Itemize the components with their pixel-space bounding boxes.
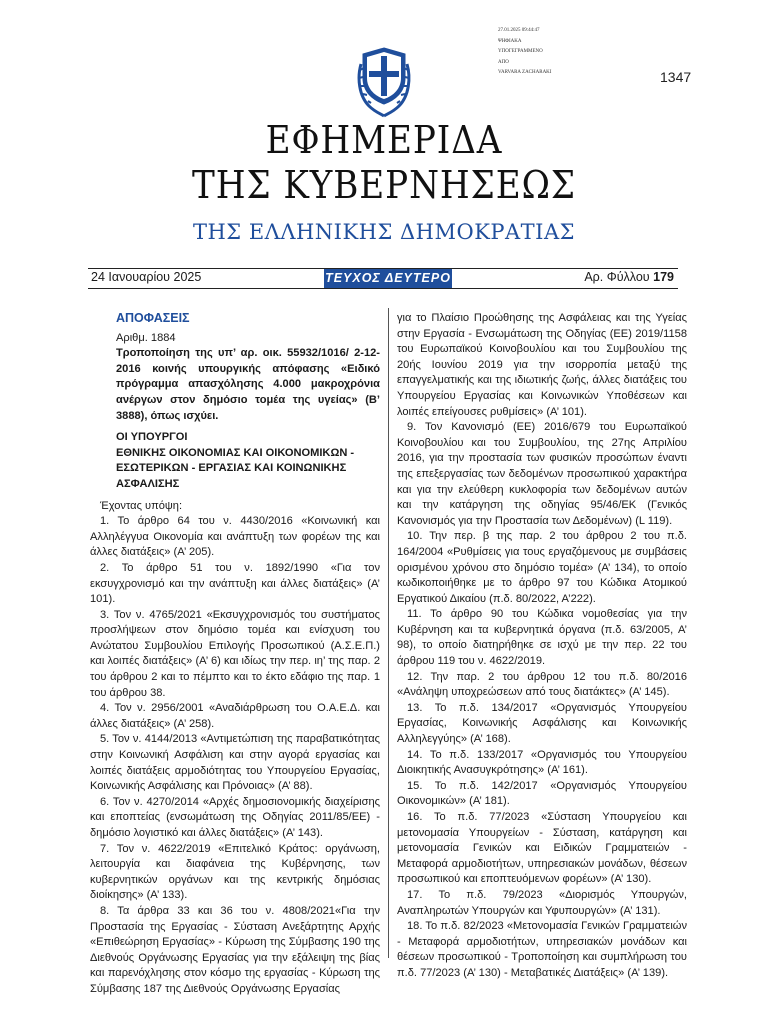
section-title: ΑΠΟΦΑΣΕΙΣ bbox=[116, 311, 190, 325]
right-column bbox=[397, 311, 687, 982]
left-column bbox=[90, 311, 380, 998]
considerations-intro: Έχοντας υπόψη: bbox=[100, 499, 183, 512]
consideration-item: 7. Τον ν. 4622/2019 «Επιτελικό Κράτος: οργάνωση, λειτουργία και διαφάνεια της Κυβέρνησης, των κυβερνητικών οργάνων και της κεντρικής δημόσιας διοίκησης» (Α’ 133). bbox=[90, 842, 380, 902]
signature-line: ΥΠΟΓΕΓΡΑΜΜΕΝΟ bbox=[498, 49, 543, 54]
consideration-item: 16. Το π.δ. 77/2023 «Σύσταση Υπουργείου και μετονομασία Υπουργείων - Σύσταση, κατάργηση και μετονομασία Γενικών και Ειδικών Γραμματειών - Μεταφορά αρμοδιοτήτων, υπηρεσιακών μονάδων, θέσεων προσωπικού και εποπτευόμενων φορέων» (Α’ 130). bbox=[397, 811, 687, 886]
consideration-item: 2. Το άρθρο 51 του ν. 1892/1990 «Για τον εκσυγχρονισμό και την ανάπτυξη και άλλες διατάξεις» (Α’ 101). bbox=[90, 561, 380, 606]
consideration-item-continued: για το Πλαίσιο Προώθησης της Ασφάλειας και της Υγείας στην Εργασία - Ενσωμάτωση της Οδηγίας (ΕΕ) 2019/1158 του Ευρωπαϊκού Κοινοβουλίου και του Συμβουλίου της 20ής Ιουνίου 2019 για την ισορροπία μεταξύ της επαγγελματικής και της ιδιωτικής ζωής, άλλες διατάξεις του Υπουργείου Εργασίας και Κοινωνικών Υποθέσεων και λοιπές επείγουσες ρυθμίσεις» (Α’ 101). bbox=[397, 312, 687, 418]
consideration-item: 1. Το άρθρο 64 του ν. 4430/2016 «Κοινωνική και Αλληλέγγυα Οικονομία και ανάπτυξη των φορέων της και άλλες διατάξεις» (Α’ 205). bbox=[90, 515, 380, 559]
issue-info-bar bbox=[88, 268, 678, 289]
decision-subject: Τροποποίηση της υπ’ αρ. οικ. 55932/1016/ 2-12-2016 κοινής υπουργικής απόφασης «Ειδικό πρόγραμμα απασχόλησης 4.000 μακροχρόνια ανέργων στον δημόσιο τομέα της υγείας» (Β’ 3888), όπως ισχύει. bbox=[116, 347, 380, 422]
consideration-item: 15. Το π.δ. 142/2017 «Οργανισμός Υπουργείου Οικονομικών» (Α’ 181). bbox=[397, 779, 687, 808]
issue-sheet-number bbox=[584, 270, 674, 284]
consideration-item: 12. Την παρ. 2 του άρθρου 12 του π.δ. 80/2016 «Ανάληψη υποχρεώσεων από τους διατάκτες» (Α’ 145). bbox=[397, 670, 687, 699]
consideration-item: 4. Τον ν. 2956/2001 «Αναδιάρθρωση του Ο.Α.Ε.Δ. και άλλες διατάξεις» (Α’ 258). bbox=[90, 702, 380, 730]
masthead-title-line2: ΤΗΣ ΚΥΒΕΡΝΗΣΕΩΣ bbox=[192, 163, 576, 207]
signature-timestamp: 27.01.2025 09:44:47 bbox=[498, 28, 540, 33]
signature-signer: VARVARA ZACHARAKI bbox=[498, 70, 552, 75]
column-divider bbox=[388, 308, 389, 958]
masthead-title: ΕΦΗΜΕΡΙΔΑ bbox=[265, 118, 503, 162]
masthead-subtitle: ΤΗΣ ΕΛΛΗΝΙΚΗΣ ΔΗΜΟΚΡΑΤΙΑΣ bbox=[192, 220, 575, 244]
consideration-item: 5. Τον ν. 4144/2013 «Αντιμετώπιση της παραβατικότητας στην Κοινωνική Ασφάλιση και στην αγορά εργασίας και λοιπές διατάξεις αρμοδιότητας του Υπουργείου Εργασίας, Κοινωνικής Ασφάλισης και Πρόνοιας» (Α’ 88). bbox=[90, 733, 380, 793]
consideration-item: 6. Τον ν. 4270/2014 «Αρχές δημοσιονομικής διαχείρισης και εποπτείας (ενσωμάτωση της Οδηγίας 2011/85/ΕΕ) - δημόσιο λογιστικό και άλλες διατάξεις» (Α’ 143). bbox=[90, 795, 380, 839]
consideration-item: 9. Τον Κανονισμό (ΕΕ) 2016/679 του Ευρωπαϊκού Κοινοβουλίου και του Συμβουλίου, της 27ης Απριλίου 2016, για την προστασία των φυσικών προσώπων έναντι της επεξεργασίας των δεδομένων προσωπικού χαρακτήρα και για την ελεύθερη κυκλοφορία των δεδομένων αυτών και την κατάργηση της οδηγίας 95/46/ΕΚ (Γενικός Κανονισμός για την Προστασία των Δεδομένων) (L 119). bbox=[397, 421, 687, 527]
page-number: 1347 bbox=[660, 69, 692, 85]
ministers-list: ΕΘΝΙΚΗΣ ΟΙΚΟΝΟΜΙΑΣ ΚΑΙ ΟΙΚΟΝΟΜΙΚΩΝ - ΕΣΩΤΕΡΙΚΩΝ - ΕΡΓΑΣΙΑΣ ΚΑΙ ΚΟΙΝΩΝΙΚΗΣ ΑΣΦΑΛΙΣΗΣ bbox=[116, 446, 355, 490]
signature-line: ΑΠΟ bbox=[498, 59, 509, 65]
digital-signature-block bbox=[498, 26, 608, 79]
issue-date: 24 Ιανουαρίου 2025 bbox=[91, 270, 202, 284]
consideration-item: 10. Την περ. β της παρ. 2 του άρθρου 2 του π.δ. 164/2004 «Ρυθμίσεις για τους εργαζόμενους με συμβάσεις ορισμένου χρόνου στο δημόσιο τομέα» (Α’ 134), το οποίο κωδικοποιήθηκε με το άρθρο 97 του Κώδικα Ατομικού Εργατικού Δικαίου (π.δ. 80/2022, Α’222). bbox=[397, 530, 687, 605]
consideration-item: 14. Το π.δ. 133/2017 «Οργανισμός του Υπουργείου Διοικητικής Ανασυγκρότησης» (Α’ 161). bbox=[397, 748, 687, 777]
decision-number: Αριθμ. 1884 bbox=[116, 331, 176, 344]
sheet-label: Αρ. Φύλλου bbox=[584, 270, 650, 284]
consideration-item: 8. Τα άρθρα 33 και 36 του ν. 4808/2021«Για την Προστασία της Εργασίας - Σύσταση Ανεξάρτητης Αρχής «Επιθεώρηση Εργασίας» - Κύρωση της Σύμβασης 190 της Διεθνούς Οργάνωσης Εργασίας για την εξάλειψη της βίας και παρενόχλησης στον κόσμο της εργασίας - Κύρωση της Σύμβασης 187 της Διεθνούς Οργάνωσης Εργασίας bbox=[90, 904, 380, 995]
issue-series-badge: ΤΕΥΧΟΣ ΔΕΥΤΕΡΟ bbox=[324, 269, 452, 288]
greek-coat-of-arms-emblem bbox=[355, 44, 413, 120]
sheet-number: 179 bbox=[653, 270, 674, 284]
consideration-item: 17. Το π.δ. 79/2023 «Διορισμός Υπουργών, Αναπληρωτών Υπουργών και Υφυπουργών» (Α’ 131). bbox=[397, 888, 687, 917]
signature-line: ΨΗΦΙΑΚΑ bbox=[498, 38, 522, 44]
consideration-item: 3. Τον ν. 4765/2021 «Εκσυγχρονισμός του συστήματος προσλήψεων στον δημόσιο τομέα και ενίσχυση του Ανώτατου Συμβουλίου Επιλογής Προσωπικού (Α.Σ.Ε.Π.) και λοιπές διατάξεις» (Α’ 6) και ιδίως την περ. ιη’ της παρ. 2 του άρθρου 2 και το πέμπτο και το έκτο εδάφιο της παρ. 1 του άρθρου 38. bbox=[90, 608, 380, 699]
consideration-item: 13. Το π.δ. 134/2017 «Οργανισμός Υπουργείου Εργασίας, Κοινωνικής Ασφάλισης και Κοινωνικής Αλληλεγγύης» (Α’ 168). bbox=[397, 701, 687, 746]
consideration-item: 18. Το π.δ. 82/2023 «Μετονομασία Γενικών Γραμματειών - Μεταφορά αρμοδιοτήτων, υπηρεσιακών μονάδων και θέσεων προσωπικού - Τροποποίηση και συμπλήρωση του π.δ. 77/2023 (Α’ 130) - Μεταβατικές Διατάξεις» (Α’ 139). bbox=[397, 920, 687, 979]
consideration-item: 11. Το άρθρο 90 του Κώδικα νομοθεσίας για την Κυβέρνηση και τα κυβερνητικά όργανα (π.δ. 63/2005, Α’ 98), το οποίο διατηρήθηκε σε ισχύ με την περ. 22 του άρθρου 119 του ν. 4622/2019. bbox=[397, 608, 687, 668]
ministers-heading: ΟΙ ΥΠΟΥΡΓΟΙ bbox=[116, 431, 188, 444]
